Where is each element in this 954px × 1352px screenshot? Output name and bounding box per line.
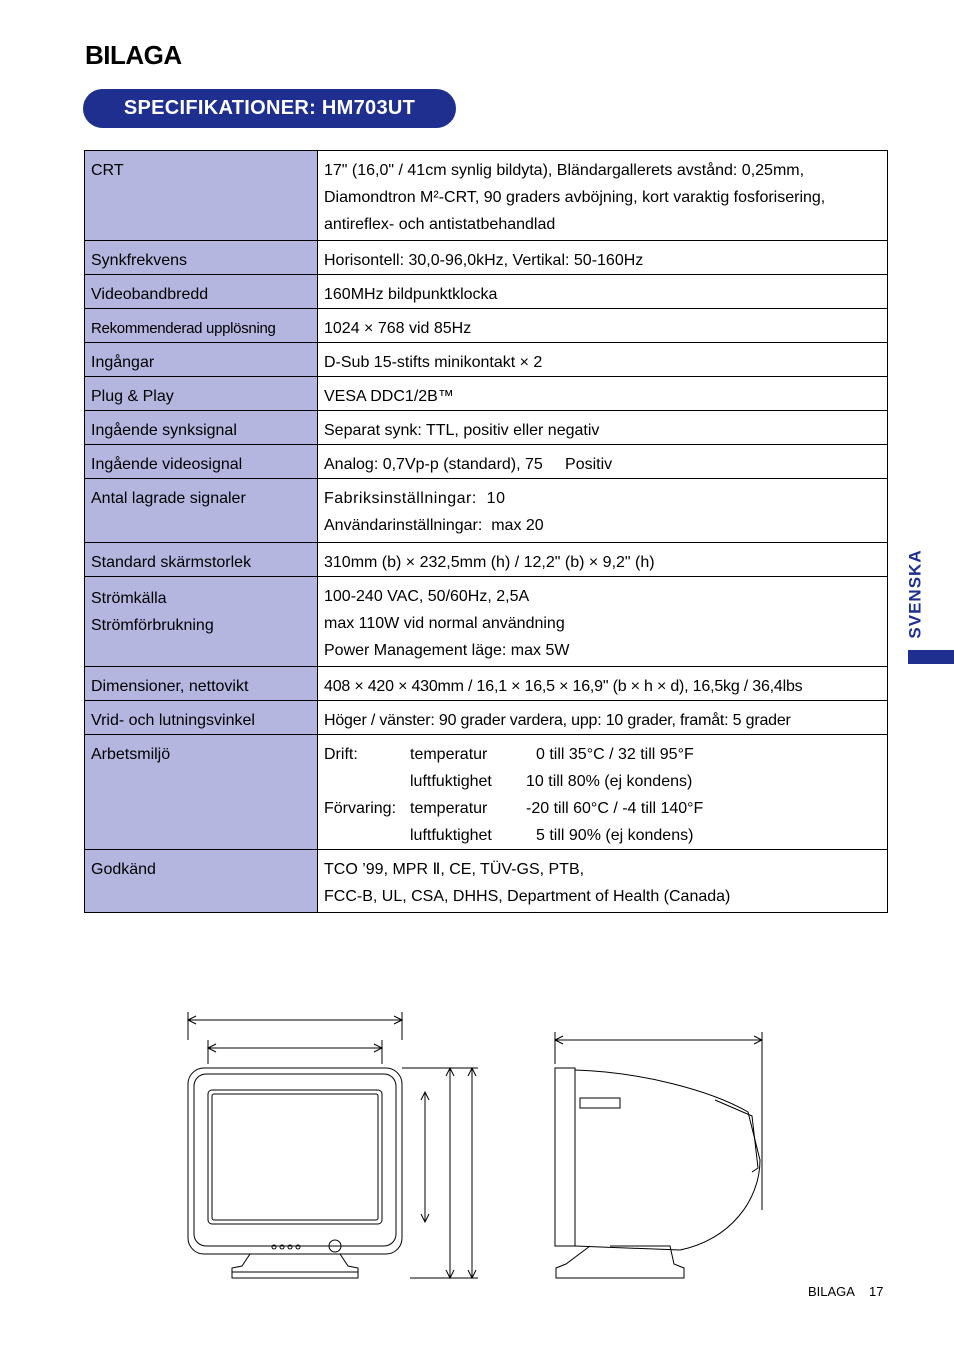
table-row	[85, 667, 888, 701]
page-heading: BILAGA	[85, 40, 182, 70]
monitor-front-bezel	[188, 1068, 402, 1254]
table-row	[85, 850, 888, 913]
spec-label: Plug & Play	[85, 377, 318, 411]
spec-label: Videobandbredd	[85, 275, 318, 309]
monitor-front-screen	[208, 1090, 382, 1224]
spec-label: Vrid- och lutningsvinkel	[85, 701, 318, 735]
table-row	[85, 275, 888, 309]
page-footer	[808, 1284, 883, 1299]
spec-label: Ingående videosignal	[85, 445, 318, 479]
spec-value: 100-240 VAC, 50/60Hz, 2,5A max 110W vid normal användning Power Management läge: max 5W	[318, 577, 888, 667]
spec-label: Antal lagrade signaler	[85, 479, 318, 543]
table-row	[85, 445, 888, 479]
table-row	[85, 701, 888, 735]
spec-value: 1024 × 768 vid 85Hz	[318, 309, 888, 343]
spec-label: Rekommenderad upplösning	[85, 309, 318, 343]
spec-value: Separat synk: TTL, positiv eller negativ	[318, 411, 888, 445]
spec-value: 310mm (b) × 232,5mm (h) / 12,2" (b) × 9,2" (h)	[318, 543, 888, 577]
spec-label: Dimensioner, nettovikt	[85, 667, 318, 701]
section-title-badge	[83, 89, 456, 128]
spec-value: 160MHz bildpunktklocka	[318, 275, 888, 309]
section-title: SPECIFIKATIONER: HM703UT	[123, 97, 416, 119]
spec-label: Synkfrekvens	[85, 241, 318, 275]
table-row	[85, 735, 888, 850]
spec-label: CRT	[85, 151, 318, 241]
table-row	[85, 151, 888, 241]
side-tab-marker	[908, 650, 954, 664]
spec-label: Strömkälla Strömförbrukning	[85, 577, 318, 667]
spec-value: TCO ’99, MPR Ⅱ, CE, TÜV-GS, PTB, FCC-B, UL, CSA, DHHS, Department of Health (Canada)	[318, 850, 888, 913]
language-side-tab	[906, 540, 926, 648]
monitor-side-housing	[575, 1070, 760, 1250]
spec-value: D-Sub 15-stifts minikontakt × 2	[318, 343, 888, 377]
table-row	[85, 411, 888, 445]
monitor-dimension-drawing	[170, 1000, 790, 1290]
spec-table	[84, 150, 888, 913]
table-row	[85, 343, 888, 377]
table-row	[85, 577, 888, 667]
spec-label: Ingångar	[85, 343, 318, 377]
spec-value: Analog: 0,7Vp-p (standard), 75 Positiv	[318, 445, 888, 479]
spec-label: Ingående synksignal	[85, 411, 318, 445]
spec-value: Horisontell: 30,0-96,0kHz, Vertikal: 50-160Hz	[318, 241, 888, 275]
table-row	[85, 543, 888, 577]
spec-value: 408 × 420 × 430mm / 16,1 × 16,5 × 16,9" (b × h × d), 16,5kg / 36,4lbs	[318, 667, 888, 701]
table-row	[85, 309, 888, 343]
spec-value	[318, 735, 888, 850]
footer-label: BILAGA	[808, 1284, 855, 1299]
spec-value: Fabriksinställningar: 10 Användarinställningar: max 20	[318, 479, 888, 543]
language-label: SVENSKA	[906, 549, 925, 639]
spec-label: Godkänd	[85, 850, 318, 913]
side-vent	[580, 1098, 620, 1108]
environment-grid: Drift: temperatur 0 till 35°C / 32 till 95°F luftfuktighet 10 till 80% (ej kondens) Förvaring: temperatur -20 till 60°C / -4 till 140°F luftfuktighet 5 till 90% (ej kondens)	[324, 746, 704, 844]
spec-value: VESA DDC1/2B™	[318, 377, 888, 411]
table-row	[85, 377, 888, 411]
table-row	[85, 241, 888, 275]
monitor-side-front	[555, 1068, 575, 1246]
table-row	[85, 479, 888, 543]
monitor-side-stand	[556, 1246, 684, 1278]
spec-label: Standard skärmstorlek	[85, 543, 318, 577]
spec-value: Höger / vänster: 90 grader vardera, upp: 10 grader, framåt: 5 grader	[318, 701, 888, 735]
monitor-front-stand	[232, 1254, 358, 1278]
page-number: 17	[868, 1284, 884, 1299]
spec-label: Arbetsmiljö	[85, 735, 318, 850]
spec-value: 17" (16,0" / 41cm synlig bildyta), Bländargallerets avstånd: 0,25mm, Diamondtron M²-CRT, 90 graders avböjning, kort varaktig fosforisering, antireflex- och antistatbehandlad	[318, 151, 888, 241]
